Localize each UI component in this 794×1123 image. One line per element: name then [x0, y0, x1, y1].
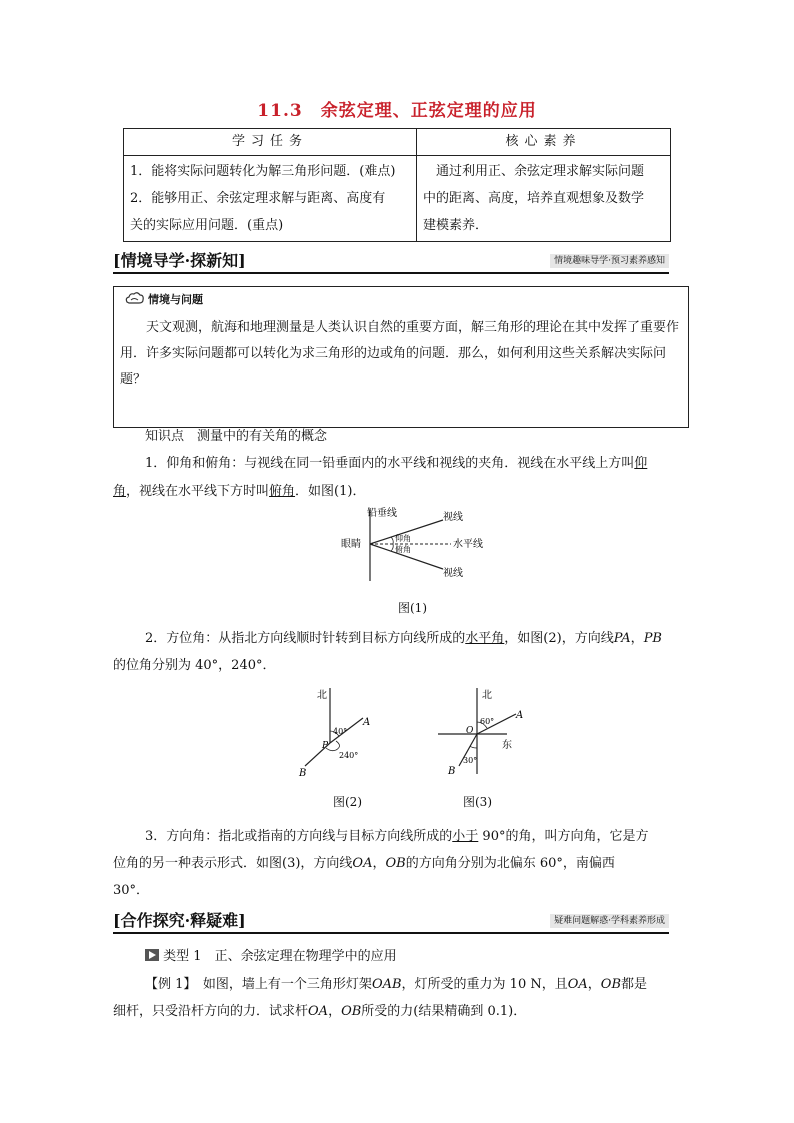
- label-sight-down: 视线: [443, 568, 463, 579]
- paragraph-direction-cont: [113, 851, 687, 877]
- math-symbol: PA: [613, 631, 631, 646]
- label-a: A: [363, 717, 371, 728]
- task-item: 1．能将实际问题转化为解三角形问题．(难点): [130, 164, 396, 179]
- label-plumb: 铅垂线: [367, 508, 397, 519]
- text-span: 2．方位角：从指北方向线顺时针转到目标方向线所成的: [145, 631, 466, 646]
- label-40: 40°: [333, 727, 348, 736]
- label-o: O: [466, 726, 474, 736]
- label-p: P: [322, 741, 329, 751]
- paragraph-azimuth-cont: 的位角分别为 40°，240°．: [113, 658, 276, 673]
- label-elevation: 仰角: [395, 534, 411, 543]
- label-a: A: [516, 710, 524, 721]
- literacy-line: 建模素养．: [423, 218, 489, 233]
- text-span: ，如图(2)，方向线: [504, 631, 614, 646]
- label-depression: 俯角: [395, 545, 411, 554]
- type-label: 类型 1: [163, 949, 202, 964]
- scene-line: 天文观测，航海和地理测量是人类认识自然的重要方面，解三角形的理论在其中发挥了: [146, 320, 641, 335]
- math-symbol: OB: [385, 856, 406, 871]
- label-eye: 眼睛: [341, 539, 361, 550]
- label-horizontal: 水平线: [453, 539, 483, 550]
- task-item: 关的实际应用问题．(重点): [130, 218, 284, 233]
- paragraph-elevation: [145, 451, 685, 477]
- task-list-cell: [124, 156, 417, 242]
- table-header-tasks: 学习任务: [124, 129, 417, 156]
- paragraph-direction-end: 30°．: [113, 883, 150, 898]
- table-header-literacy: 核心素养: [417, 129, 671, 156]
- figure-3-diagram: [432, 686, 532, 778]
- literacy-line: 通过利用正、余弦定理求解实际问题: [436, 164, 645, 179]
- example-1: [145, 972, 685, 998]
- figure-2-caption: 图(2): [333, 795, 362, 809]
- math-symbol: PB: [643, 631, 662, 646]
- example-label: 【例 1】: [145, 977, 190, 992]
- text-span: 的方向角分别为北偏东 60°，南偏西: [405, 856, 615, 871]
- underlined-term: 角: [113, 484, 127, 499]
- text-span: 位角的另一种表示形式．如图(3)，方向线: [113, 856, 353, 871]
- section-header-intro: [113, 250, 669, 274]
- text-span: ，灯所受的重力为 10 N，且: [401, 977, 568, 992]
- scene-line: 解决实际问题？: [120, 346, 667, 387]
- figure-1-caption: 图(1): [398, 601, 427, 615]
- label-north: 北: [317, 690, 327, 701]
- figure-3-caption: 图(3): [463, 795, 492, 809]
- text-span: 如图，墙上有一个三角形灯架: [202, 977, 372, 992]
- math-symbol: OB: [341, 1004, 362, 1019]
- knowledge-point: [145, 424, 327, 450]
- example-1-cont: [113, 999, 687, 1025]
- section-header-explore: [113, 910, 669, 934]
- section-label: [情境导学·探新知]: [113, 251, 246, 270]
- label-60: 60°: [480, 717, 495, 726]
- scene-line: 重要作用．许多实际问题都可以转化为求三角形的边或角的问题．那么，如何利用这些关系: [120, 320, 680, 361]
- paragraph-elevation-cont: [113, 479, 685, 505]
- underlined-term: 小于: [452, 829, 479, 844]
- text-span: ，: [328, 1004, 342, 1019]
- math-symbol: OB: [600, 977, 622, 992]
- scene-problem-box: [113, 286, 689, 428]
- knowledge-label: 知识点: [145, 429, 185, 444]
- text-span: 都是: [621, 977, 648, 992]
- cloud-icon: [124, 290, 146, 306]
- figure-1-diagram: [335, 507, 495, 583]
- underlined-term: 水平角: [465, 631, 505, 646]
- label-east: 东: [502, 740, 512, 751]
- paragraph-direction-angle: [145, 824, 685, 850]
- text-span: ，: [587, 977, 601, 992]
- type-heading: [145, 944, 397, 970]
- figure-2-diagram: [295, 686, 380, 778]
- text-span: ．如图(1)．: [295, 484, 366, 499]
- text-span: ，视线在水平线下方时叫: [126, 484, 270, 499]
- underlined-term: 俯角: [269, 484, 296, 499]
- scene-text: [120, 315, 684, 393]
- text-span: ，: [630, 631, 644, 646]
- text-span: 90°的角，叫方向角，它是方: [478, 829, 649, 844]
- literacy-line: 中的距离、高度，培养直观想象及数学: [423, 191, 645, 206]
- triangle-marker-icon: [145, 949, 159, 961]
- label-north: 北: [482, 690, 492, 701]
- task-item: 2．能够用正、余弦定理求解与距离、高度有: [130, 191, 386, 206]
- section-label: [合作探究·释疑难]: [113, 911, 246, 930]
- label-30: 30°: [463, 756, 478, 765]
- math-symbol: OAB: [371, 977, 402, 992]
- type-text: 正、余弦定理在物理学中的应用: [214, 949, 397, 964]
- text-span: 3．方向角：指北或指南的方向线与目标方向线所成的: [145, 829, 453, 844]
- label-b: B: [448, 766, 456, 777]
- math-symbol: OA: [567, 977, 588, 992]
- scene-heading: 情境与问题: [148, 293, 203, 306]
- label-240: 240°: [339, 751, 359, 760]
- math-symbol: OA: [352, 856, 373, 871]
- paragraph-azimuth: [145, 626, 685, 652]
- label-sight-up: 视线: [443, 512, 463, 523]
- text-span: 所受的力(结果精确到 0.1)．: [361, 1004, 527, 1019]
- text-span: 细杆，只受沿杆方向的力．试求杆: [113, 1004, 309, 1019]
- text-span: 1．仰角和俯角：与视线在同一铅垂面内的水平线和视线的夹角．视线在水平线上方叫: [145, 456, 635, 471]
- learning-task-table: [123, 128, 671, 242]
- knowledge-topic: 测量中的有关角的概念: [197, 429, 328, 444]
- text-span: ，: [372, 856, 386, 871]
- literacy-cell: [417, 156, 671, 242]
- section-tag: 疑难问题解惑·学科素养形成: [550, 914, 669, 928]
- math-symbol: OA: [308, 1004, 329, 1019]
- label-b: B: [299, 768, 307, 778]
- section-tag: 情境趣味导学·预习素养感知: [550, 254, 669, 268]
- page-title: 11.3 余弦定理、正弦定理的应用: [257, 101, 537, 121]
- underlined-term: 仰: [634, 456, 648, 471]
